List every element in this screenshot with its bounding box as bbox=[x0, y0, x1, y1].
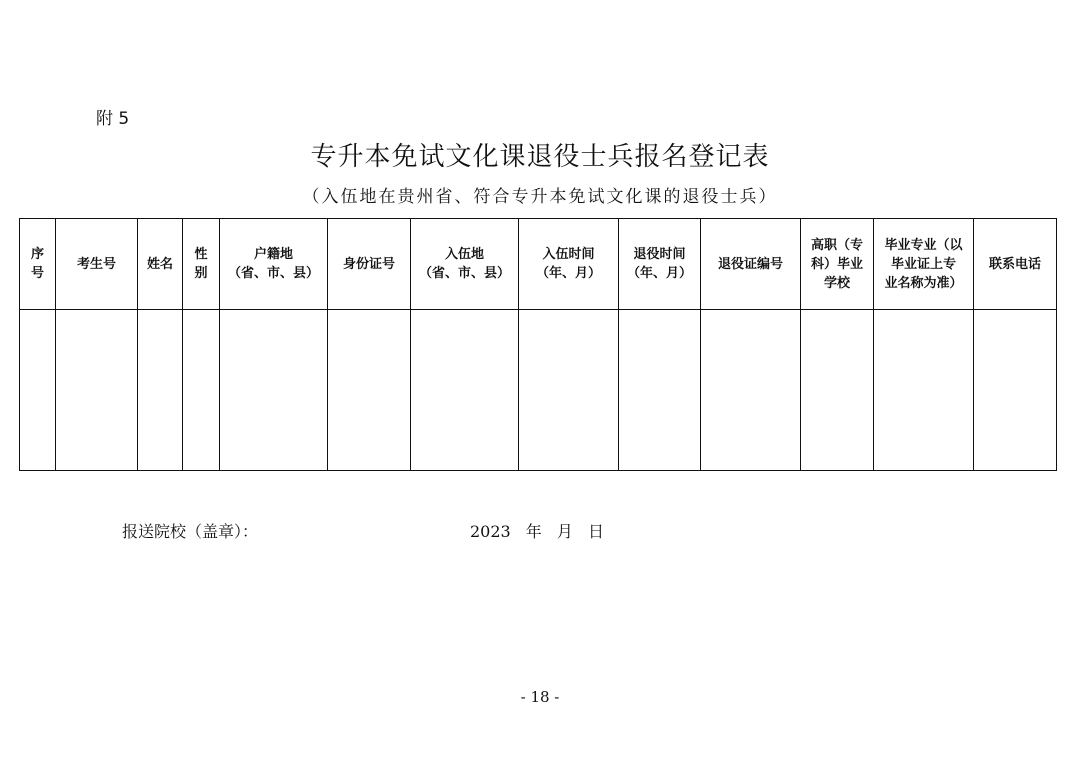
header-id-number: 身份证号 bbox=[328, 219, 411, 310]
header-name: 姓名 bbox=[138, 219, 183, 310]
cell-name[interactable] bbox=[138, 310, 183, 471]
cell-graduation-school[interactable] bbox=[801, 310, 874, 471]
header-enlistment-place: 入伍地 （省、市、县） bbox=[411, 219, 519, 310]
header-exam-no: 考生号 bbox=[56, 219, 138, 310]
header-seq: 序 号 bbox=[20, 219, 56, 310]
header-gender: 性 别 bbox=[183, 219, 220, 310]
page-number: - 18 - bbox=[520, 688, 560, 706]
header-graduation-school: 高职（专 科）毕业 学校 bbox=[801, 219, 874, 310]
cell-enlistment-place[interactable] bbox=[411, 310, 519, 471]
table-header-row bbox=[20, 219, 1057, 310]
cell-discharge-cert-no[interactable] bbox=[701, 310, 801, 471]
form-subtitle: （入伍地在贵州省、符合专升本免试文化课的退役士兵） bbox=[302, 187, 778, 207]
cell-id-number[interactable] bbox=[328, 310, 411, 471]
header-phone: 联系电话 bbox=[974, 219, 1057, 310]
registration-table bbox=[19, 218, 1057, 471]
header-enlistment-time: 入伍时间 （年、月） bbox=[519, 219, 619, 310]
header-discharge-cert-no: 退役证编号 bbox=[701, 219, 801, 310]
submission-date: 2023 年 月 日 bbox=[470, 522, 604, 541]
cell-graduation-major[interactable] bbox=[874, 310, 974, 471]
header-graduation-major: 毕业专业（以 毕业证上专 业名称为准） bbox=[874, 219, 974, 310]
header-household-registration: 户籍地 （省、市、县） bbox=[220, 219, 328, 310]
cell-discharge-time[interactable] bbox=[619, 310, 701, 471]
cell-enlistment-time[interactable] bbox=[519, 310, 619, 471]
header-discharge-time: 退役时间 （年、月） bbox=[619, 219, 701, 310]
form-title: 专升本免试文化课退役士兵报名登记表 bbox=[310, 142, 770, 172]
cell-exam-no[interactable] bbox=[56, 310, 138, 471]
cell-household-registration[interactable] bbox=[220, 310, 328, 471]
cell-seq[interactable] bbox=[20, 310, 56, 471]
cell-phone[interactable] bbox=[974, 310, 1057, 471]
table-row bbox=[20, 310, 1057, 471]
attachment-label: 附 5 bbox=[96, 109, 130, 129]
cell-gender[interactable] bbox=[183, 310, 220, 471]
school-stamp-label: 报送院校（盖章）： bbox=[122, 522, 259, 541]
